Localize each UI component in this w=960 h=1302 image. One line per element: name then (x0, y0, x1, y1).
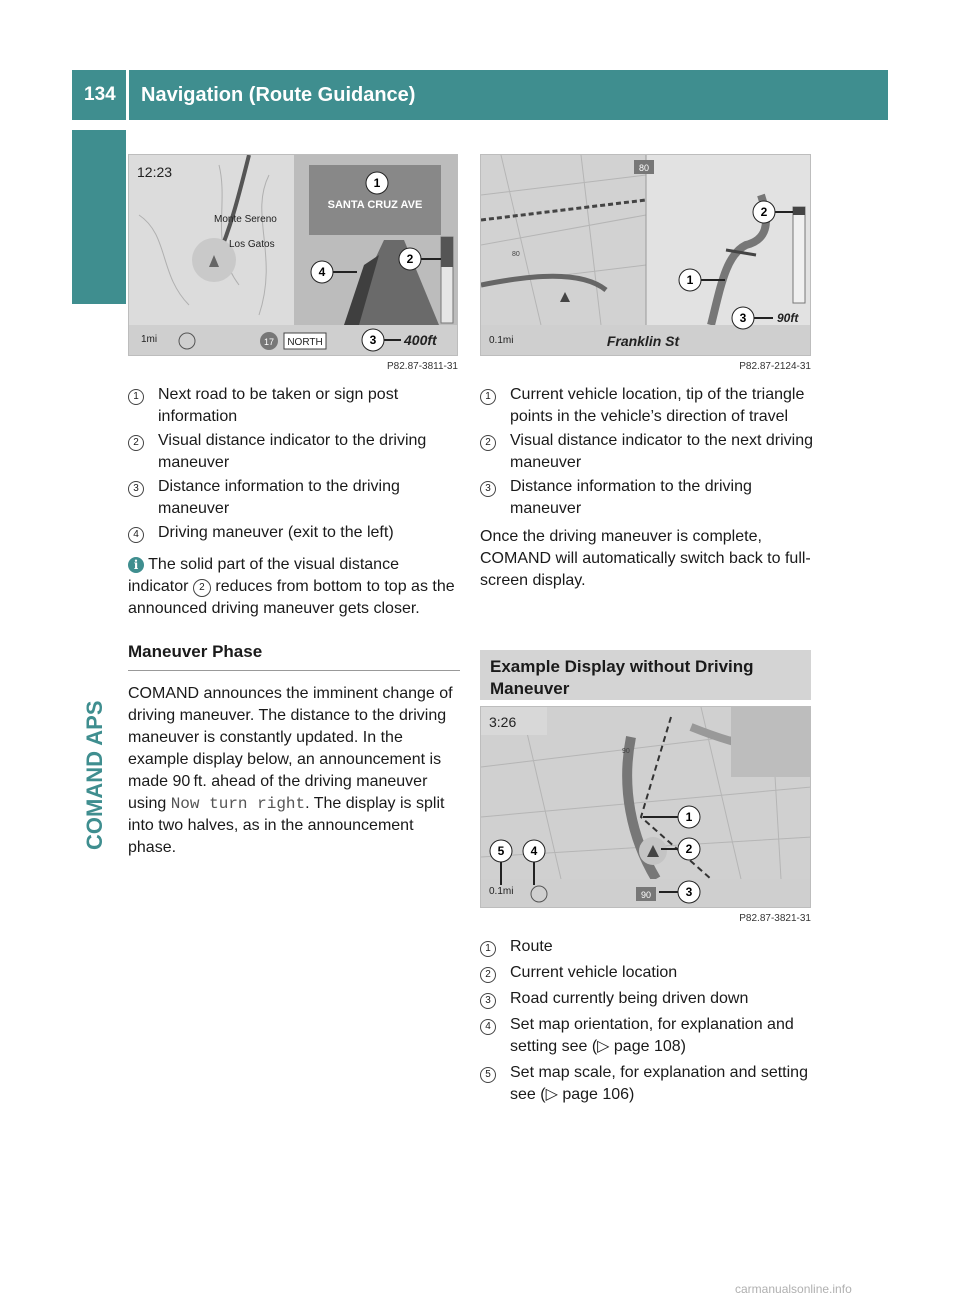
divider (128, 670, 460, 671)
street-name: Franklin St (606, 333, 680, 349)
page-number: 134 (72, 70, 126, 120)
list-item: 3 Distance information to the driving maneuver (480, 476, 814, 520)
small-shield: 80 (512, 251, 520, 258)
info-icon: i (128, 557, 144, 573)
body-paragraph: COMAND announces the imminent change of driving maneuver. The distance to the driving maneuver is constantly updated. In the example display below, an announcement is made 90 ft. ahead of the driving maneuver using Now turn right. The display is split into two halves, as in the announcement phase. (128, 685, 453, 856)
list-item: 3 Road currently being driven down (480, 988, 814, 1010)
route-shield: 17 (263, 337, 275, 347)
callout-1: 1 (373, 176, 381, 190)
ref-2: 2 (193, 579, 211, 597)
callout-2: 2 (406, 252, 414, 266)
right-column (480, 384, 814, 592)
body-paragraph: Once the driving maneuver is complete, COMAND will automatically switch back to full-screen display. (480, 528, 811, 589)
scale-text: 0.1mi (489, 335, 514, 346)
distance-text: 90ft (777, 311, 799, 325)
side-tab-label: COMAND APS (82, 700, 107, 850)
place-label: Monte Sereno (214, 214, 277, 225)
figure-announcement-display (128, 154, 458, 356)
sign-text: SANTA CRUZ AVE (327, 199, 423, 211)
figure-caption: P82.87-2124-31 (739, 361, 811, 372)
list-item: 1 Next road to be taken or sign post information (128, 384, 460, 428)
scale-text: 0.1mi (489, 886, 514, 897)
list-item: 4 Set map orientation, for explanation and setting see (▷ page 108) (480, 1014, 814, 1058)
section-box-title: Example Display without Driving Maneuver (480, 650, 811, 700)
clock-text: 12:23 (137, 164, 173, 180)
place-label: Los Gatos (229, 239, 275, 250)
list-item: 1 Current vehicle location, tip of the triangle points in the vehicle’s direction of travel (480, 384, 814, 428)
side-tab-block (72, 130, 126, 304)
callout-3: 3 (739, 311, 747, 325)
figure-caption: P82.87-3821-31 (739, 913, 811, 924)
list-item: 2 Current vehicle location (480, 962, 814, 984)
callout-4: 4 (318, 265, 326, 279)
callout-3: 3 (685, 885, 693, 899)
scale-text: 1mi (141, 334, 158, 345)
section-title: Maneuver Phase (128, 642, 263, 661)
figure-maneuver-display (480, 154, 811, 356)
figure-full-display (480, 706, 811, 908)
info-note: i The solid part of the visual distance indicator 2 reduces from bottom to top as the announced driving maneuver gets closer. (128, 556, 455, 617)
callout-5: 5 (497, 844, 505, 858)
page-title: Navigation (Route Guidance) (129, 70, 888, 120)
direction-text: NORTH (287, 337, 323, 348)
callout-4: 4 (530, 844, 538, 858)
highway-shield: 80 (638, 163, 650, 173)
list-item: 2 Visual distance indicator to the driving maneuver (128, 430, 460, 474)
distance-text: 400ft (404, 332, 437, 348)
list-item: 1 Route (480, 936, 814, 958)
watermark: carmanualsonline.info (735, 1282, 852, 1296)
clock-text: 3:26 (489, 714, 517, 730)
list-item: 3 Distance information to the driving maneuver (128, 476, 460, 520)
figure-caption: P82.87-3811-31 (387, 361, 458, 372)
callout-2: 2 (760, 205, 768, 219)
list-item: 4 Driving maneuver (exit to the left) (128, 522, 460, 544)
left-column (128, 384, 460, 859)
callout-1: 1 (686, 273, 694, 287)
legend-list (480, 936, 814, 1106)
list-item: 2 Visual distance indicator to the next driving maneuver (480, 430, 814, 474)
callout-2: 2 (685, 842, 693, 856)
callout-1: 1 (685, 810, 693, 824)
list-item: 5 Set map scale, for explanation and setting see (▷ page 106) (480, 1062, 814, 1106)
callout-3: 3 (369, 333, 377, 347)
highway-shield: 90 (640, 890, 652, 900)
code-text: Now turn right (170, 795, 306, 813)
small-shield: 90 (622, 748, 630, 755)
